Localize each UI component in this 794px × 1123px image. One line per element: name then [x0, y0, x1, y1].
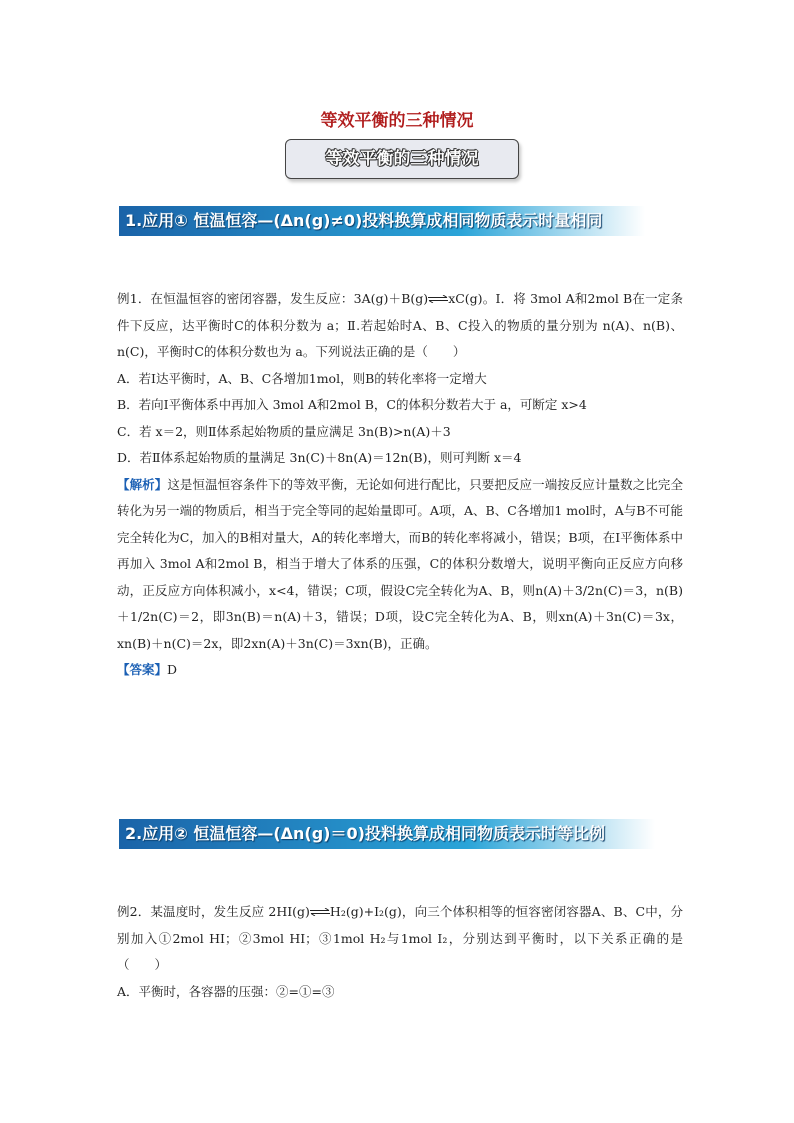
option-d: D．若Ⅱ体系起始物质的量满足 3n(C)＋8n(A)＝12n(B)，则可判断 x＝4	[117, 450, 522, 465]
option-c: C．若 x＝2，则Ⅱ体系起始物质的量应满足 3n(B)>n(A)＋3	[117, 423, 451, 439]
question-continuation: H₂(g)+I₂(g)，向三个体积相等的恒容密闭容器A、B、C中，分别加入①2mol HI；②3mol HI；③1mol H₂与1mol I₂，分别达到平衡时，以下关系正确的是（ ）	[117, 904, 683, 972]
option-b: B．若向Ⅰ平衡体系中再加入 3mol A和2mol B，C的体积分数若大于 a，可断定 x>4	[117, 397, 587, 412]
answer	[117, 657, 683, 684]
analysis-label: 【解析】	[117, 476, 168, 492]
question-lead: 例1．在恒温恒容的密闭容器，发生反应：3A(g)＋B(g)	[117, 291, 429, 306]
analysis-text: 这是恒温恒容条件下的等效平衡，无论如何进行配比，只要把反应一端按反应计量数之比完全转化为另一端的物质后，相当于完全等同的起始量即可。A项，A、B、C各增加1 mol时，A与B不可能完全转化为C，加入的B相对量大，A的转化率增大，而B的转化率将减小，错误；B项，在Ⅰ平衡体系中再加入 3mol A和2mol B，相当于增大了体系的压强，C的体积分数增大，说明平衡向正反应方向移动，正反应方向体积减小，x<4，错误；C项，假设C完全转化为A、B，则n(A)＋3/2n(C)＝3，n(B)＋1/2n(C)＝2，即3n(B)＝n(A)＋3，错误；D项，设C完全转化为A、B，则xn(A)＋3n(C)＝3x，xn(B)＋n(C)＝2x，即2xn(A)＋3n(C)＝3xn(B)，正确。	[117, 476, 683, 651]
equilibrium-arrow-icon	[428, 295, 448, 303]
boxed-title: 等效平衡的三种情况	[285, 139, 519, 179]
page-title: 等效平衡的三种情况	[320, 111, 474, 131]
answer-value: D	[167, 662, 178, 677]
analysis	[117, 472, 683, 658]
example-1-question	[117, 286, 683, 366]
example-2-question	[117, 899, 683, 979]
question-continuation: xC(g)。Ⅰ．将 3mol A和2mol B在一定条件下反应，达平衡时C的体积分数为 a；Ⅱ.若起始时A、B、C投入的物质的量分别为 n(A)、n(B)、n(C)，平衡时C的体积分数也为 a。下列说法正确的是（ ）	[117, 291, 683, 359]
option-a: A．若Ⅰ达平衡时，A、B、C各增加1mol，则B的转化率将一定增大	[117, 370, 487, 386]
equilibrium-arrow-icon	[310, 908, 330, 916]
answer-label: 【答案】	[117, 662, 168, 677]
section-2-banner: 2.应用② 恒温恒容—(Δn(g)＝0)投料换算成相同物质表示时等比例	[119, 819, 655, 849]
example-1	[117, 286, 683, 684]
example-2	[117, 899, 683, 1005]
question-lead: 例2．某温度时，发生反应 2HI(g)	[117, 904, 310, 919]
option-a: A．平衡时，各容器的压强：②=①=③	[117, 983, 335, 999]
section-1-banner: 1.应用① 恒温恒容—(Δn(g)≠0)投料换算成相同物质表示时量相同	[119, 206, 645, 236]
